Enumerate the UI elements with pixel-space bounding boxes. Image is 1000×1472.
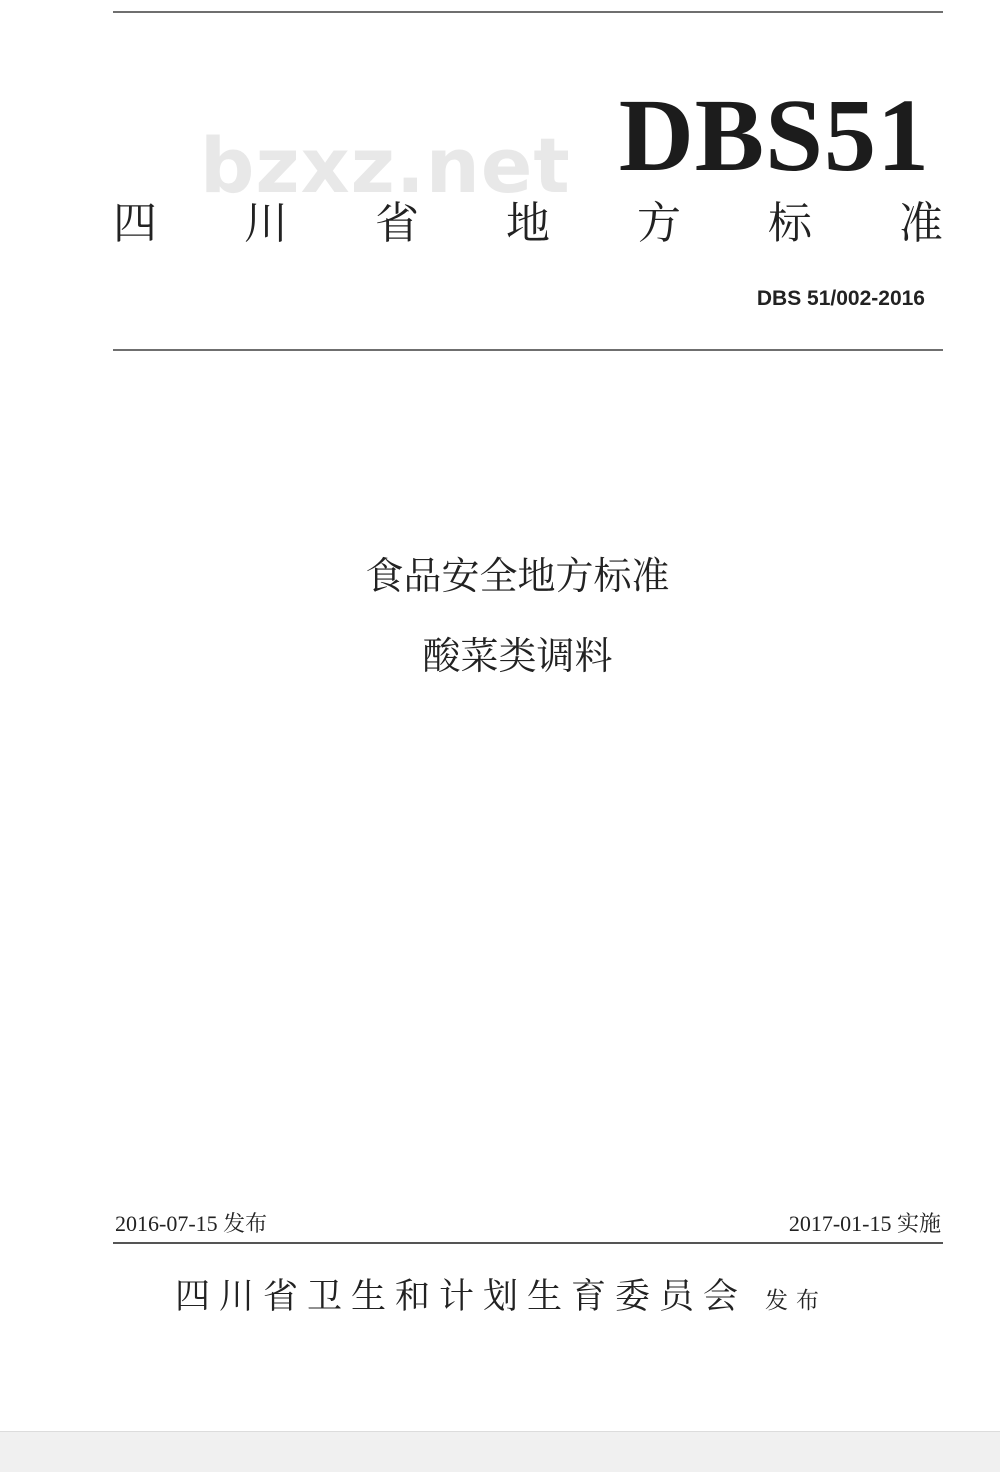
issue-date: 2016-07-15 发布: [115, 1211, 268, 1236]
standard-type-char: 方: [637, 198, 681, 249]
standard-number: DBS 51/002-2016: [756, 287, 925, 310]
publisher: [175, 1277, 828, 1317]
watermark: bzxz.net: [200, 121, 571, 210]
viewer-bottom-band: [0, 1431, 1000, 1472]
standard-type-char: 四: [113, 198, 157, 249]
standard-type-char: 省: [375, 198, 419, 249]
header-divider: [113, 349, 943, 351]
publisher-suffix: 发布: [765, 1288, 828, 1314]
document-subtitle: 酸菜类调料: [422, 634, 613, 678]
publisher-name: 四川省卫生和计划生育委员会: [175, 1277, 748, 1317]
footer-divider: [113, 1242, 943, 1244]
document-title: 食品安全地方标准: [365, 554, 670, 598]
standard-type-char: 川: [244, 198, 288, 249]
standard-type-char: 标: [768, 198, 812, 249]
standard-type-char: 地: [506, 198, 550, 249]
standard-code-large: DBS51: [618, 78, 930, 193]
standard-type: [113, 198, 943, 249]
implementation-date: 2017-01-15 实施: [788, 1211, 941, 1236]
standard-type-char: 准: [899, 198, 943, 249]
top-rule: [113, 11, 943, 13]
